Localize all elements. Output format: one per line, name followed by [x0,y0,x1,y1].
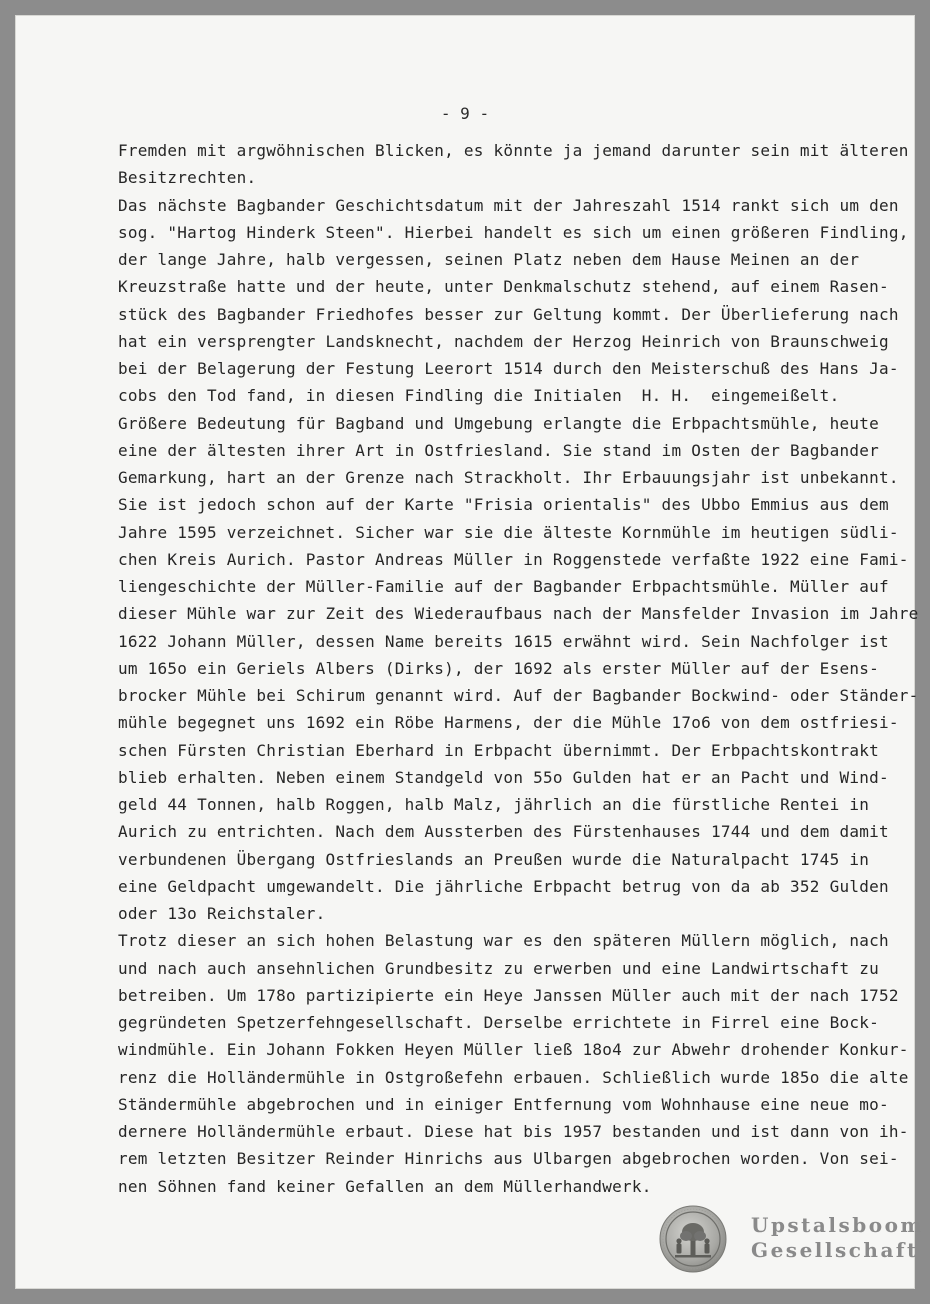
text-line: und nach auch ansehnlichen Grundbesitz zu erwerben und eine Landwirtschaft zu [118,958,879,978]
watermark-line-2: Gesellschaft [751,1238,919,1262]
text-line: dieser Mühle war zur Zeit des Wiederaufbaus nach der Mansfelder Invasion im Jahre [118,604,919,624]
text-line: hat ein versprengter Landsknecht, nachdem der Herzog Heinrich von Braunschweig [118,331,889,351]
text-line: brocker Mühle bei Schirum genannt wird. Auf der Bagbander Bockwind- oder Ständer- [118,686,919,705]
watermark-line-1: Upstalsboom [751,1213,925,1237]
text-line: Trotz dieser an sich hohen Belastung war es den späteren Müllern möglich, nach [118,931,889,951]
text-line: sog. "Hartog Hinderk Steen". Hierbei handelt es sich um einen größeren Findling, [118,222,909,242]
text-line: liengeschichte der Müller-Familie auf der Bagbander Erbpachtsmühle. Müller auf [118,577,889,596]
text-line: stück des Bagbander Friedhofes besser zur Geltung kommt. Der Überlieferung nach [118,304,899,324]
text-line: um 165o ein Geriels Albers (Dirks), der 1692 als erster Müller auf der Esens- [118,658,879,678]
text-line: renz die Holländermühle in Ostgroßefehn erbauen. Schließlich wurde 185o die alte [118,1067,909,1087]
seal-icon [659,1205,727,1273]
text-line: nen Söhnen fand keiner Gefallen an dem Müllerhandwerk. [118,1176,652,1196]
text-line: Gemarkung, hart an der Grenze nach Strackholt. Ihr Erbauungsjahr ist unbekannt. [118,468,899,487]
body-text [118,137,919,1200]
text-line: oder 13o Reichstaler. [118,904,326,923]
text-line: rem letzten Besitzer Reinder Hinrichs aus Ulbargen abgebrochen worden. Von sei- [118,1149,899,1169]
text-line: verbundenen Übergang Ostfrieslands an Preußen wurde die Naturalpacht 1745 in [118,849,870,869]
text-line: betreiben. Um 178o partizipierte ein Heye Janssen Müller auch mit der nach 1752 [118,985,899,1005]
text-line: dernere Holländermühle erbaut. Diese hat bis 1957 bestanden und ist dann von ih- [118,1122,909,1141]
text-line: eine der ältesten ihrer Art in Ostfriesland. Sie stand im Osten der Bagbander [118,440,879,460]
text-line: gegründeten Spetzerfehngesellschaft. Derselbe errichtete in Firrel eine Bock- [118,1013,879,1032]
document-page [15,15,925,1289]
text-line: blieb erhalten. Neben einem Standgeld von 55o Gulden hat er an Pacht und Wind- [118,767,889,787]
text-line: Jahre 1595 verzeichnet. Sicher war sie die älteste Kornmühle im heutigen südli- [118,522,899,542]
text-line: cobs den Tod fand, in diesen Findling die Initialen H. H. eingemeißelt. [118,386,840,406]
text-line: Fremden mit argwöhnischen Blicken, es könnte ja jemand darunter sein mit älteren [118,141,909,160]
text-line: geld 44 Tonnen, halb Roggen, halb Malz, jährlich an die fürstliche Rentei in [118,795,870,814]
page-number: - 9 - [440,104,490,123]
text-line: 1622 Johann Müller, dessen Name bereits 1615 erwähnt wird. Sein Nachfolger ist [118,631,889,651]
watermark-text [751,1213,924,1263]
text-line: Das nächste Bagbander Geschichtsdatum mit der Jahreszahl 1514 rankt sich um den [118,195,899,215]
text-line: mühle begegnet uns 1692 ein Röbe Harmens, der die Mühle 17o6 von dem ostfriesi- [118,713,899,733]
text-line: schen Fürsten Christian Eberhard in Erbpacht übernimmt. Der Erbpachtskontrakt [118,740,879,760]
text-line: bei der Belagerung der Festung Leerort 1514 durch den Meisterschuß des Hans Ja- [118,359,899,378]
text-line: Besitzrechten. [118,168,257,188]
text-line: Kreuzstraße hatte und der heute, unter Denkmalschutz stehend, auf einem Rasen- [118,277,889,297]
text-line: windmühle. Ein Johann Fokken Heyen Müller ließ 18o4 zur Abwehr drohender Konkur- [118,1040,909,1060]
text-line: der lange Jahre, halb vergessen, seinen Platz neben dem Hause Meinen an der [118,250,860,269]
text-line: Aurich zu entrichten. Nach dem Aussterben des Fürstenhauses 1744 und dem damit [118,822,889,842]
upstalsboom-watermark [659,1205,925,1275]
text-line: Ständermühle abgebrochen und in einiger Entfernung vom Wohnhause eine neue mo- [118,1094,889,1114]
text-line: chen Kreis Aurich. Pastor Andreas Müller in Roggenstede verfaßte 1922 eine Fami- [118,549,909,569]
text-line: Sie ist jedoch schon auf der Karte "Frisia orientalis" des Ubbo Emmius aus dem [118,495,889,515]
text-line: Größere Bedeutung für Bagband und Umgebung erlangte die Erbpachtsmühle, heute [118,413,879,433]
text-line: eine Geldpacht umgewandelt. Die jährliche Erbpacht betrug von da ab 352 Gulden [118,876,889,896]
